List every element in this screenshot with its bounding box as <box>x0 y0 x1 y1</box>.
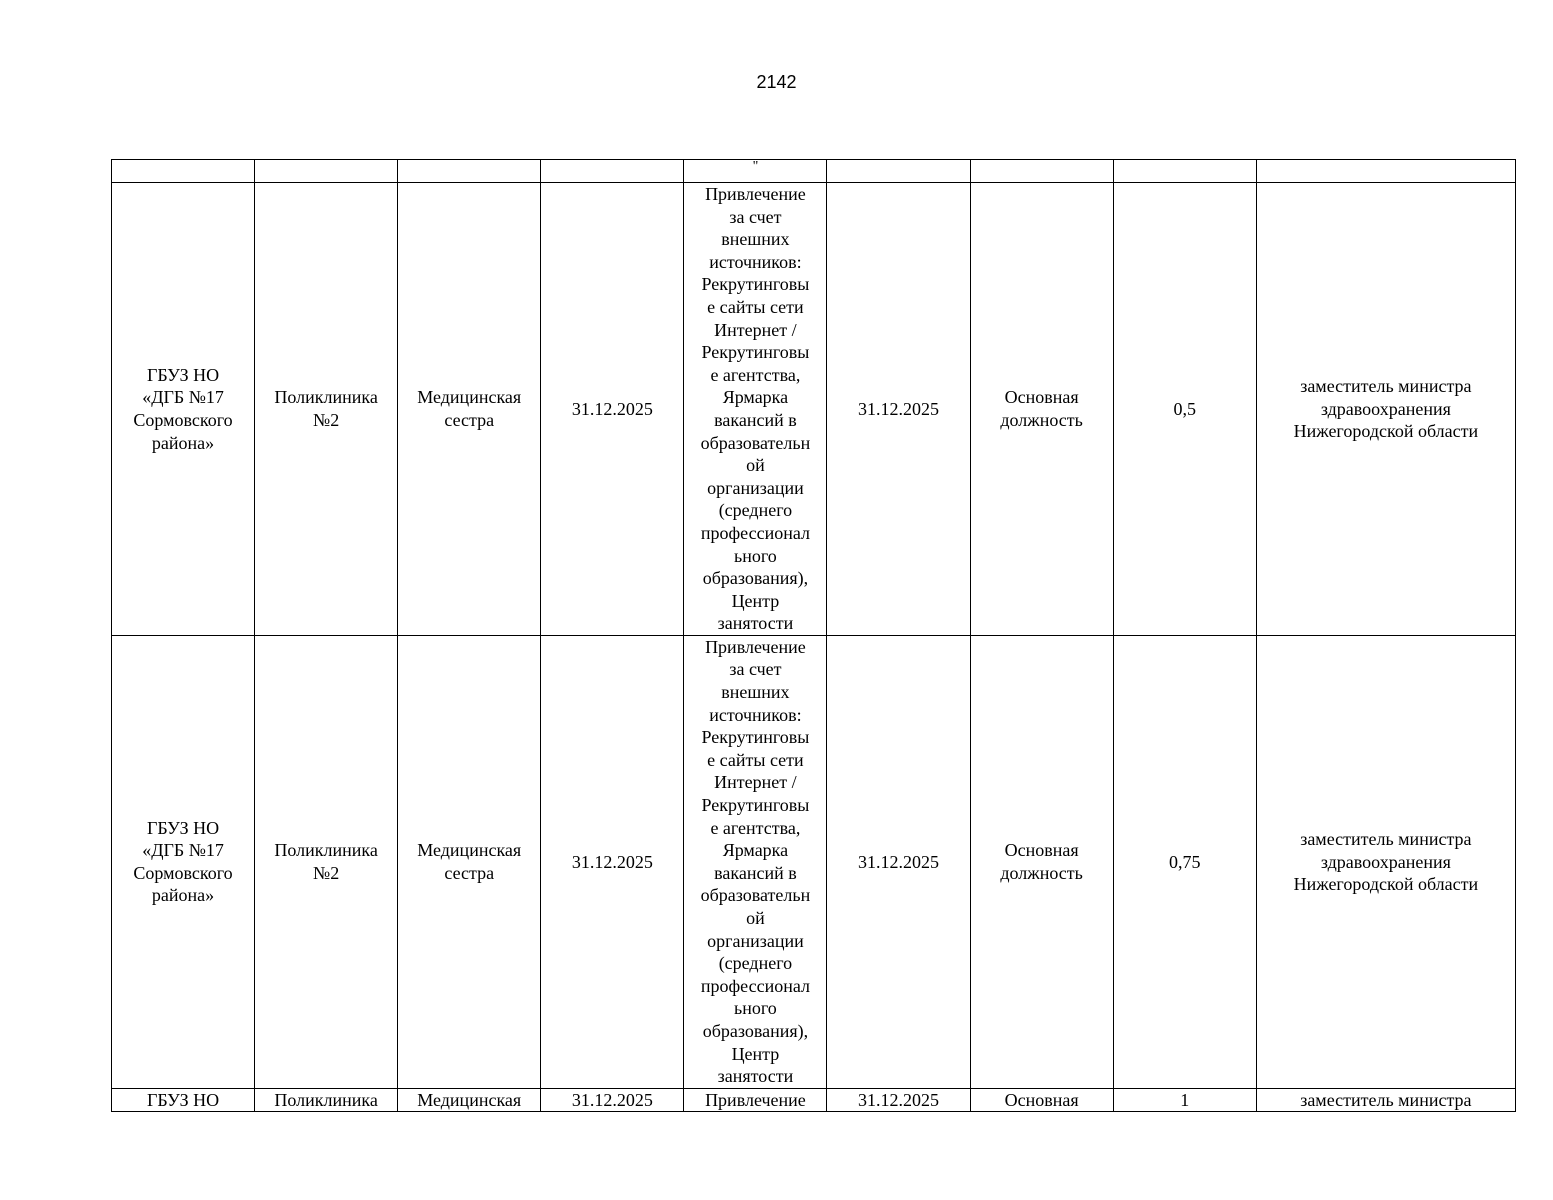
table-row <box>112 183 1516 636</box>
header-cell <box>1113 160 1256 183</box>
date-cell: 31.12.2025 <box>541 635 684 1088</box>
table-row <box>112 635 1516 1088</box>
date-cell: 31.12.2025 <box>541 1088 684 1111</box>
source-cell: Привлечение за счет внешних источников: Рекрутинговы е сайты сети Интернет / Рекрутинговы е агентства, Ярмарка вакансий в образовательн ой организации (среднего профессионал ьного образования), Центр занятости <box>684 183 827 636</box>
responsible-cell: заместитель министра здравоохранения Нижегородской области <box>1256 183 1515 636</box>
organization-cell: ГБУЗ НО <box>112 1088 255 1111</box>
responsible-cell: заместитель министра здравоохранения Нижегородской области <box>1256 635 1515 1088</box>
table-row <box>112 1088 1516 1111</box>
employment-type-cell: Основная должность <box>970 635 1113 1088</box>
date-cell: 31.12.2025 <box>541 183 684 636</box>
header-cell <box>541 160 684 183</box>
department-cell: Поликлиника <box>255 1088 398 1111</box>
employment-type-cell: Основная <box>970 1088 1113 1111</box>
employment-type-cell: Основная должность <box>970 183 1113 636</box>
header-cell: " <box>684 160 827 183</box>
header-cell <box>112 160 255 183</box>
organization-cell: ГБУЗ НО «ДГБ №17 Сормовского района» <box>112 635 255 1088</box>
header-cell <box>1256 160 1515 183</box>
responsible-cell: заместитель министра <box>1256 1088 1515 1111</box>
position-cell: Медицинская сестра <box>398 635 541 1088</box>
rate-cell: 0,5 <box>1113 183 1256 636</box>
table-header-row <box>112 160 1516 183</box>
organization-cell: ГБУЗ НО «ДГБ №17 Сормовского района» <box>112 183 255 636</box>
header-cell <box>398 160 541 183</box>
date-cell: 31.12.2025 <box>827 183 970 636</box>
source-cell: Привлечение за счет внешних источников: Рекрутинговы е сайты сети Интернет / Рекрутинговы е агентства, Ярмарка вакансий в образовательн ой организации (среднего профессионал ьного образования), Центр занятости <box>684 635 827 1088</box>
rate-cell: 1 <box>1113 1088 1256 1111</box>
date-cell: 31.12.2025 <box>827 635 970 1088</box>
header-cell <box>970 160 1113 183</box>
staffing-table <box>111 159 1516 1112</box>
position-cell: Медицинская сестра <box>398 183 541 636</box>
page-number: 2142 <box>756 72 797 92</box>
department-cell: Поликлиника №2 <box>255 183 398 636</box>
date-cell: 31.12.2025 <box>827 1088 970 1111</box>
rate-cell: 0,75 <box>1113 635 1256 1088</box>
position-cell: Медицинская <box>398 1088 541 1111</box>
source-cell: Привлечение <box>684 1088 827 1111</box>
department-cell: Поликлиника №2 <box>255 635 398 1088</box>
header-cell <box>827 160 970 183</box>
header-cell <box>255 160 398 183</box>
